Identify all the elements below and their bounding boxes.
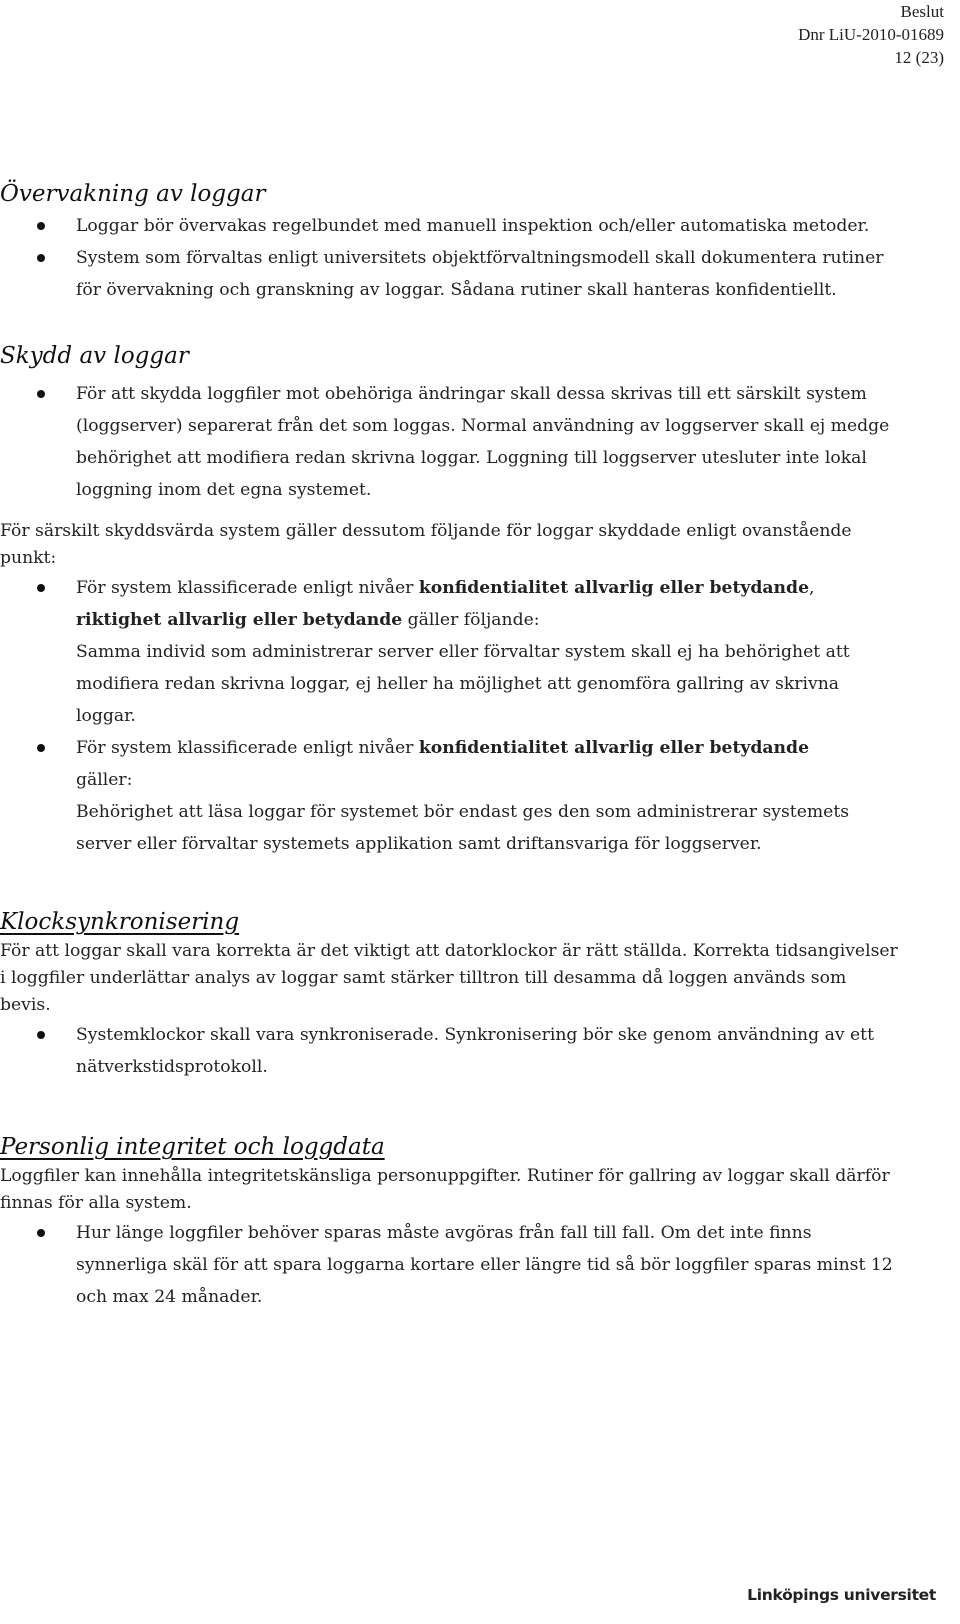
doc-type: Beslut: [900, 2, 944, 21]
section-overvakning: [0, 178, 900, 306]
page-number: 12 (23): [894, 48, 944, 67]
section-title: Skydd av loggar: [0, 343, 189, 369]
list-item: Hur länge loggfiler behöver sparas måste avgöras från fall till fall. Om det inte finns synnerliga skäl för att spara loggarna kortare eller längre tid så bör loggfiler sparas minst 12 och max 24 månader.: [0, 1217, 900, 1313]
bullet-icon: [37, 254, 45, 262]
page-header: [798, 0, 944, 69]
bullet-list: [0, 1019, 900, 1083]
bullet-icon: [37, 584, 45, 592]
bullet-icon: [37, 1229, 45, 1237]
list-item: För system klassificerade enligt nivåer konfidentialitet allvarlig eller betydande gäller: Behörighet att läsa loggar för systemet bör endast ges den som administrerar systemets server eller förvaltar systemets applikation samt driftansvariga för loggserver.: [0, 732, 900, 860]
section-title: Personlig integritet och loggdata: [0, 1134, 385, 1160]
bullet-list: [0, 210, 900, 306]
paragraph: Loggfiler kan innehålla integritetskänsliga personuppgifter. Rutiner för gallring av loggar skall därför finnas för alla system.: [0, 1166, 890, 1213]
bullet-list: [0, 1217, 900, 1313]
bullet-icon: [37, 390, 45, 398]
list-item: Loggar bör övervakas regelbundet med manuell inspektion och/eller automatiska metoder.: [0, 210, 900, 242]
bullet-icon: [37, 1031, 45, 1039]
section-klocksynkronisering: [0, 906, 900, 1083]
section-skydd: [0, 340, 900, 860]
list-item: Systemklockor skall vara synkroniserade. Synkronisering bör ske genom användning av ett nätverkstidsprotokoll.: [0, 1019, 900, 1083]
bullet-list: [0, 378, 900, 506]
section-title: Övervakning av loggar: [0, 181, 266, 207]
bullet-icon: [37, 222, 45, 230]
list-item: System som förvaltas enligt universitets objektförvaltningsmodell skall dokumentera rutiner för övervakning och granskning av loggar. Sådana rutiner skall hanteras konfidentiellt.: [0, 242, 900, 306]
list-item: För att skydda loggfiler mot obehöriga ändringar skall dessa skrivas till ett särskilt system (loggserver) separerat från det som loggas. Normal användning av loggserver skall ej medge behörighet att modifiera redan skrivna loggar. Loggning till loggserver utesluter inte lokal loggning inom det egna systemet.: [0, 378, 900, 506]
university-logo: Linköpings universitet: [747, 1586, 936, 1604]
document-number: Dnr LiU-2010-01689: [798, 25, 944, 44]
document-body: [0, 178, 900, 1313]
paragraph: För att loggar skall vara korrekta är det viktigt att datorklockor är rätt ställda. Korrekta tidsangivelser i loggfiler underlättar analys av loggar samt stärker tilltron till desamma då loggen används som bevis.: [0, 941, 898, 1015]
bullet-list: [0, 572, 900, 860]
section-title: Klocksynkronisering: [0, 909, 240, 935]
section-personlig-integritet: [0, 1131, 900, 1313]
bullet-icon: [37, 744, 45, 752]
list-item: För system klassificerade enligt nivåer konfidentialitet allvarlig eller betydande, riktighet allvarlig eller betydande gäller följande: Samma individ som administrerar server eller förvaltar system skall ej ha behörighet att modifiera redan skrivna loggar, ej heller ha möjlighet att genomföra gallring av skrivna loggar.: [0, 572, 900, 732]
paragraph: För särskilt skyddsvärda system gäller dessutom följande för loggar skyddade enligt ovanstående punkt:: [0, 521, 852, 568]
